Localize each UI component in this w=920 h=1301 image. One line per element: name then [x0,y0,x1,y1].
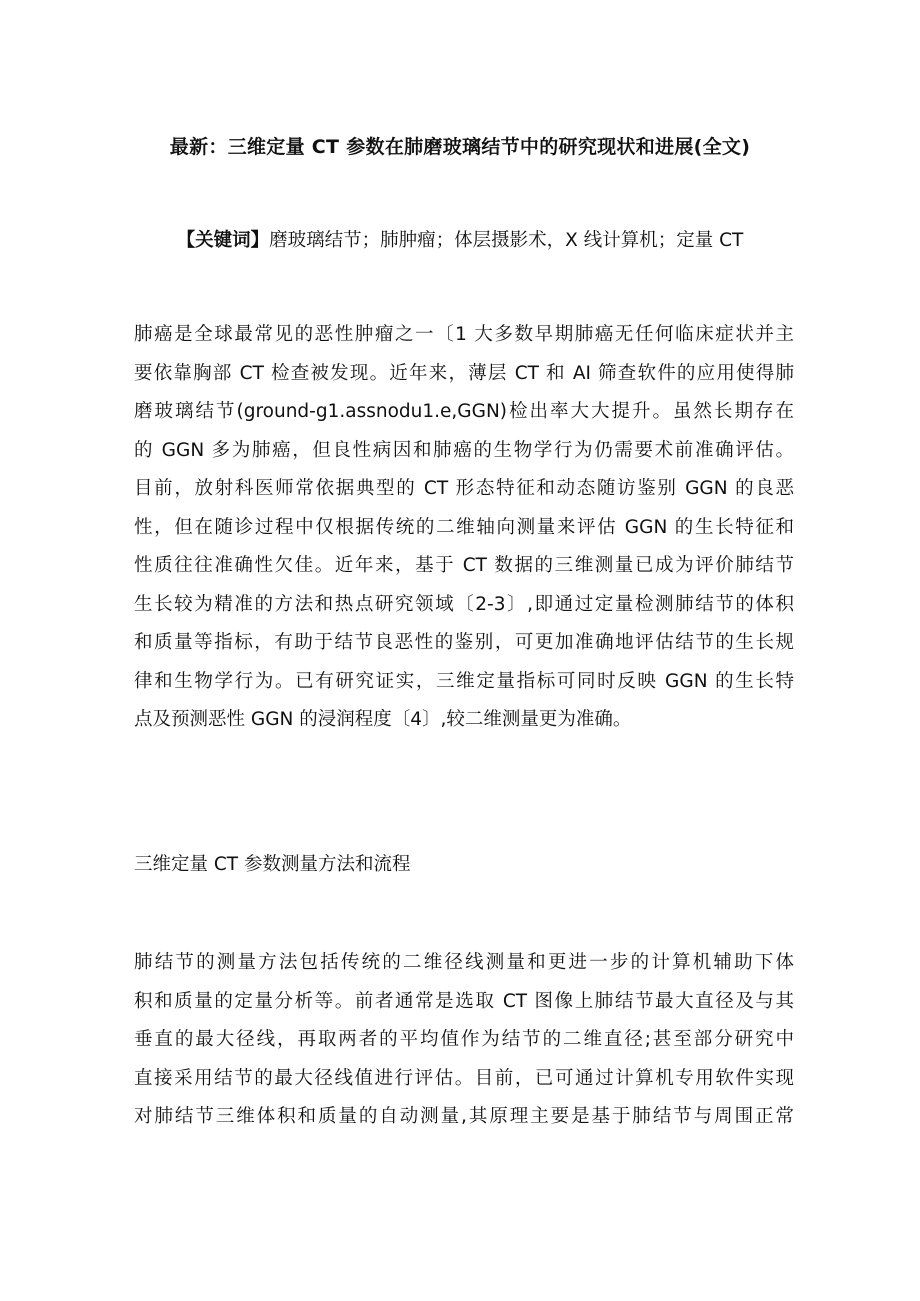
paragraph-line: 肺结节的测量方法包括传统的二维径线测量和更进一步的计算机辅助下体 [134,952,794,973]
paragraph-line: 垂直的最大径线，再取两者的平均值作为结节的二维直径;甚至部分研究中 [134,1029,794,1050]
paragraph-line: 目前，放射科医师常依据典型的 CT 形态特征和动态随访鉴别 GGN 的良恶 [134,478,794,499]
paragraph-line: 和质量等指标，有助于结节良恶性的鉴别，可更加准确地评估结节的生长规 [134,632,794,653]
keywords-text: 磨玻璃结节；肺肿瘤；体层摄影术，X 线计算机；定量 CT [269,230,744,251]
keywords-label: 【关键词】 [176,230,270,251]
paragraph-line: 点及预测恶性 GGN 的浸润程度〔4〕,较二维测量更为准确。 [134,709,632,730]
paragraph-line: 性质往往准确性欠佳。近年来，基于 CT 数据的三维测量已成为评价肺结节 [134,555,794,576]
paragraph-line: 的 GGN 多为肺癌，但良性病因和肺癌的生物学行为仍需要术前准确评估。 [134,439,794,461]
document-title: 最新：三维定量 CT 参数在肺磨玻璃结节中的研究现状和进展(全文) [169,136,751,158]
paragraph-line: 积和质量的定量分析等。前者通常是选取 CT 图像上肺结节最大直径及与其 [134,990,794,1012]
paragraph-line: 对肺结节三维体积和质量的自动测量,其原理主要是基于肺结节与周围正常 [134,1106,794,1127]
paragraph-methods [134,944,794,1137]
paragraph-line: 律和生物学行为。已有研究证实，三维定量指标可同时反映 GGN 的生长特 [134,670,794,692]
paragraph-line: 生长较为精准的方法和热点研究领域〔2-3〕,即通过定量检测肺结节的体积 [134,593,794,615]
paragraph-intro [134,316,794,740]
paragraph-line: 磨玻璃结节(ground-g1.assnodu1.e,GGN)检出率大大提升。虽然长期存在 [134,401,794,422]
keywords-line [0,226,920,256]
paragraph-line: 直接采用结节的最大径线值进行评估。目前，已可通过计算机专用软件实现 [134,1067,794,1089]
paragraph-line: 肺癌是全球最常见的恶性肿瘤之一〔1 大多数早期肺癌无任何临床症状并主 [134,324,794,345]
section-heading: 三维定量 CT 参数测量方法和流程 [134,854,411,875]
paragraph-line: 要依靠胸部 CT 检查被发现。近年来，薄层 CT 和 AI 筛查软件的应用使得肺 [134,362,794,384]
paragraph-line: 性，但在随诊过程中仅根据传统的二维轴向测量来评估 GGN 的生长特征和 [134,516,794,538]
